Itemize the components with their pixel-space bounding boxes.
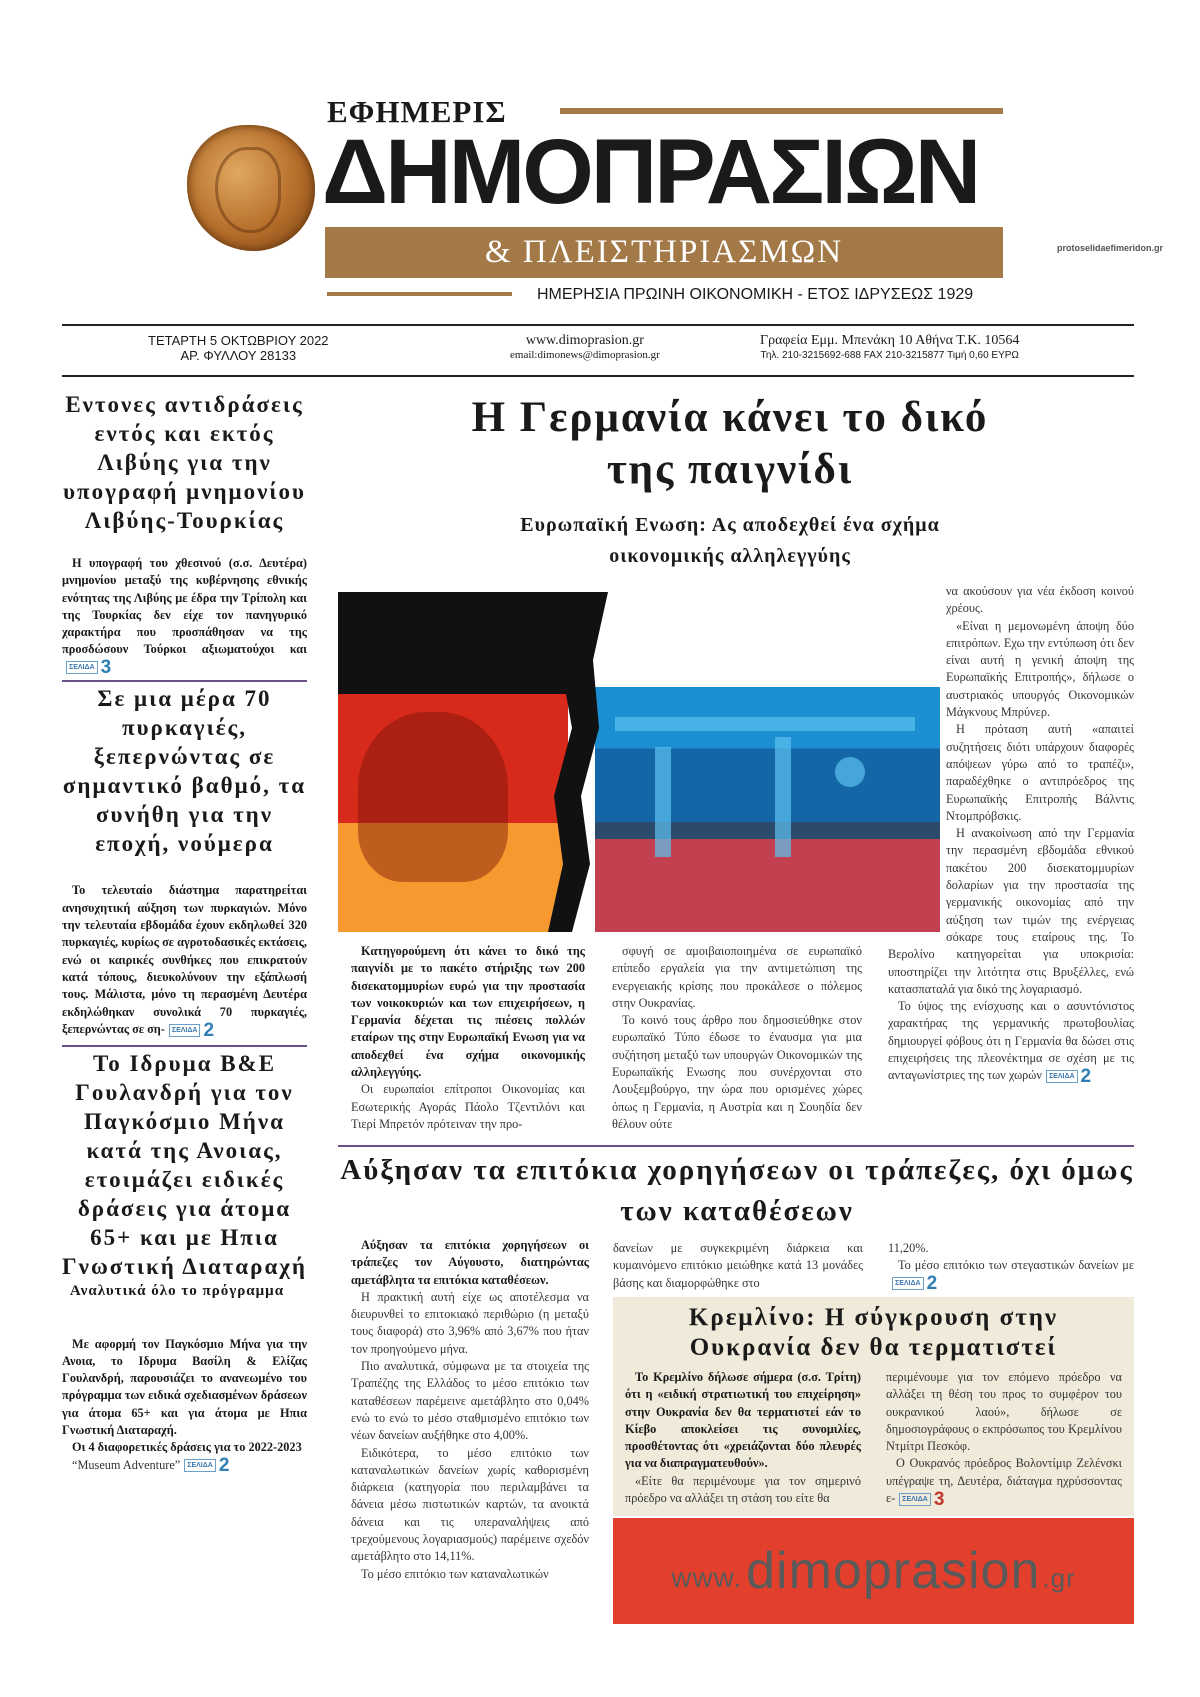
lead-col-1: Κατηγορούμενη ότι κάνει το δικό της παιγνίδι με το πακέτο στήριξης των 200 δισεκατομμυρίων ευρώ για την προστασία των νοικοκυριών και των επιχειρήσεων, η Γερμανία δέχεται τις πιέσεις πολλών εταίρων της στην Ευρωπαϊκή Ενωση για να αποδεχθεί ένα σχήμα οικονομικής αλληλεγγύης. Οι ευρωπαίοι επίτροποι Οικονομίας και Εσωτερικής Αγοράς Πάολο Τζεντιλόνι και Τιερί Μπρετόν πρότειναν την προ- bbox=[351, 944, 585, 1131]
lead-headline[interactable]: Η Γερμανία κάνει το δικό της παιγνίδι bbox=[471, 394, 989, 493]
article-body: Το τελευταίο διάστημα παρατηρείται ανησυχητική αύξηση των πυρκαγιών. Μόνο την τελευταία εβδομάδα έχουν εκδηλωθεί 320 πυρκαγιές, κυρίως σε αγροτοδασικές εκτάσεις, ενώ οι καιρικές συνθήκες που επικρατούν κατά τόπους, διευκολύνουν την εξάπλωσή τους. Μάλιστα, μόνο τη περασμένη Δευτέρα εκδηλώθηκαν συνολικά 70 πυρκαγιές, ξεπερνώντας σε ση- ΣΕΛΙΔΑ 2 bbox=[62, 883, 307, 1041]
page-ref[interactable]: ΣΕΛΙΔΑ 3 bbox=[66, 659, 111, 676]
headline[interactable]: Σε μια μέρα 70 πυρκαγιές, ξεπερνώντας σε σημαντικό βαθμό, τα συνήθη για την εποχή, νούμερα bbox=[62, 686, 307, 857]
banks-headline[interactable]: Αύξησαν τα επιτόκια χορηγήσεων οι τράπεζες, όχι όμως των καταθέσεων bbox=[340, 1154, 1134, 1227]
email-link[interactable]: email:dimonews@dimoprasion.gr bbox=[510, 349, 660, 361]
banner-suffix: .gr bbox=[1042, 1562, 1076, 1593]
page-ref[interactable]: ΣΕΛΙΔΑ 3 bbox=[899, 1491, 944, 1508]
banner-name: dimoprasion bbox=[746, 1541, 1041, 1600]
banks-col-1: Αύξησαν τα επιτόκια χορηγήσεων οι τράπεζες τον Αύγουστο, διατηρώντας αμετάβλητα τα επιτόκια καταθέσεων. Η πρακτική αυτή είχε ως αποτέλεσμα να διευρυνθεί το επιτοκιακό περιθώριο (η μεταξύ τους διαφορά) στο 3,96% από 3,67% που ήταν τον προηγούμενο μήνα. Πιο αναλυτικά, σύμφωνα με τα στοιχεία της Τραπέζης της Ελλάδος το μέσο επιτόκιο των καταθέσεων παρέμεινε αμετάβλητο στο 0,04% ενώ το ενώ το μέσο σταθμισμένο επιτόκιο των νέων δανείων αυξήθηκε στο 4,00%. Ειδικότερα, το μέσο επιτόκιο των καταναλωτικών δανείων χωρίς καθορισμένη διάρκεια (κατηγορία που περιλαμβάνει τα δάνεια μέσω πιστωτικών καρτών, τα ανοικτά δάνεια και τις υπεραναλήψεις από τρεχούμενους λογαριασμούς) παρέμεινε σχεδόν αμετάβλητο στο 14,11%. Το μέσο επιτόκιο των καταναλωτικών bbox=[351, 1238, 589, 1581]
issue-info bbox=[148, 333, 329, 363]
divider bbox=[338, 1145, 1134, 1147]
masthead-title: ΔΗΜΟΠΡΑΣΙΩΝ bbox=[322, 121, 979, 223]
divider bbox=[62, 375, 1134, 377]
masthead-tagline: ΗΜΕΡΗΣΙΑ ΠΡΩΙΝΗ ΟΙΚΟΝΟΜΙΚΗ - ΕΤΟΣ ΙΔΡΥΣΕΩΣ 1929 bbox=[537, 286, 974, 303]
article-body: Με αφορμή τον Παγκόσμιο Μήνα για την Ανοια, το Ιδρυμα Βασίλη & Ελίζας Γουλανδρή, παρουσιάζει το ανανεωμένο του πρόγραμμα των ειδικά σχεδιασμένων δράσεων για άτομα 65+ και για άτομα με Ηπια Γνωστική Διαταραχή. Οι 4 διαφορετικές δράσεις για το 2022-2023 “Museum Adventure” ΣΕΛΙΔΑ 2 bbox=[62, 1336, 307, 1477]
watermark-text: protoselidaefimeridon.gr bbox=[1057, 243, 1164, 253]
subhead: Αναλυτικά όλο το πρόγραμμα bbox=[69, 1282, 285, 1299]
issue-number: ΑΡ. ΦΥΛΛΟΥ 28133 bbox=[180, 348, 297, 363]
banks-col-3: 11,20%. Το μέσο επιτόκιο των στεγαστικών δανείων με ΣΕΛΙΔΑ 2 bbox=[888, 1241, 1134, 1295]
hermes-coin-logo bbox=[187, 125, 315, 251]
contact-office bbox=[760, 333, 1019, 363]
tagline-rule bbox=[327, 292, 512, 296]
kremlin-and-banner bbox=[613, 1297, 1134, 1624]
website-link[interactable]: www.dimoprasion.gr bbox=[525, 333, 644, 348]
banks-col-2: δανείων με συγκεκριμένη διάρκεια και κυμαινόμενο επιτόκιο μειώθηκε κατά 13 μονάδες βάσης και διαμορφώθηκε στο bbox=[613, 1241, 863, 1290]
divider bbox=[62, 324, 1134, 326]
office-phones: Τηλ. 210-3215692-688 FAX 210-3215877 Τιμή 0,60 ΕΥΡΩ bbox=[760, 350, 1019, 361]
issue-date: ΤΕΤΑΡΤΗ 5 ΟΚΤΩΒΡΙΟΥ 2022 bbox=[148, 333, 329, 348]
german-flag-image bbox=[338, 592, 568, 932]
photo-wrap-spacer bbox=[888, 583, 946, 935]
page-ref[interactable]: ΣΕΛΙΔΑ 2 bbox=[169, 1022, 214, 1039]
kremlin-col-1: Το Κρεμλίνο δήλωσε σήμερα (σ.σ. Τρίτη) ότι η «ειδική στρατιωτική του επιχείρηση» στην Ουκρανία δεν θα τερματιστεί εάν το Κίεβο αποκλείσει τις συνομιλίες, προσθέτοντας ότι «χρειάζονται δύο πλευρές για να διαπραγματευθούν». «Είτε θα περιμένουμε για τον σημερινό πρόεδρο να αλλάξει τη στάση του είτε θα bbox=[625, 1370, 861, 1506]
headline[interactable]: Το Ιδρυμα Β&Ε Γουλανδρή για τον Παγκόσμιο Μήνα κατά της Ανοιας, ετοιμάζει ειδικές δράσεις για άτομα 65+ και με Ηπια Γνωστική Διαταραχή bbox=[62, 1050, 307, 1279]
divider bbox=[62, 1045, 307, 1047]
lead-col-2: σφυγή σε αμοιβαιοποιημένα σε ευρωπαϊκό επίπεδο εργαλεία για την αντιμετώπιση της ενεργειακής κρίσης που προκάλεσε ο πόλεμος στην Ουκρανίας. Το κοινό τους άρθρο που δημοσιεύθηκε στον ευρωπαϊκό Τύπο έδωσε το έναυσμα για μια συζήτηση μεταξύ των υπουργών Οικονομικών της Ευρωπαϊκής Ενωσης που συνέρχονται στο Λουξεμβούργο, την ώρα που ορισμένες χώρες όπως η Γερμανία, η Αυστρία και η Σουηδία δεν θέλουν ούτε bbox=[612, 944, 862, 1131]
dimoprasion-banner-ad[interactable] bbox=[613, 1518, 1134, 1624]
masthead-kicker: ΕΦΗΜΕΡΙΣ bbox=[327, 94, 507, 129]
masthead-rule bbox=[560, 108, 1003, 114]
page-ref[interactable]: ΣΕΛΙΔΑ 2 bbox=[892, 1275, 937, 1292]
banner-prefix: www. bbox=[671, 1561, 743, 1593]
masthead-subtitle-bar: & ΠΛΕΙΣΤΗΡΙΑΣΜΩΝ bbox=[325, 227, 1003, 278]
contact-web bbox=[510, 333, 660, 363]
divider bbox=[62, 680, 307, 682]
article-body: Η υπογραφή του χθεσινού (σ.σ. Δευτέρα) μνημονίου μεταξύ της κυβέρνησης εθνικής ενότητας της Λιβύης με έδρα την Τρίπολη και της Τουρκίας δεν είχε τον πανηγυρικό χαρακτήρα που προσπάθησαν να της προσδώσουν Τούρκοι αξιωματούχοι και ΣΕΛΙΔΑ 3 bbox=[62, 556, 307, 679]
germany-gas-photo bbox=[338, 592, 940, 932]
left-column bbox=[62, 390, 307, 1477]
article-kremlin[interactable] bbox=[613, 1297, 1134, 1516]
lead-subhead: Ευρωπαϊκή Ενωση: Ας αποδεχθεί ένα σχήμα οικονομικής αλληλεγγύης bbox=[520, 514, 940, 567]
article-goulandris[interactable] bbox=[62, 1049, 307, 1475]
page-ref[interactable]: ΣΕΛΙΔΑ 2 bbox=[1046, 1068, 1091, 1085]
headline[interactable]: Εντονες αντιδράσεις εντός και εκτός Λιβύης για την υπογραφή μνημονίου Λιβύης-Τουρκίας bbox=[63, 392, 306, 533]
kremlin-col-2: περιμένουμε για τον επόμενο πρόεδρο να αλλάξει τη θέση του προς το συμφέρον του ουκρανικού λαού», δήλωσε σε δημοσιογράφους ο εκπρόσωπος του Κρεμλίνου Ντμίτρι Πεσκόφ. Ο Ουκρανός πρόεδρος Βολοντίμιρ Ζελένσκι υπέγραψε τη, Δευτέρα, διάταγμα ηχρύσσοντας ε- ΣΕΛΙΔΑ 3 bbox=[886, 1370, 1122, 1510]
page-ref[interactable]: ΣΕΛΙΔΑ 2 bbox=[184, 1457, 229, 1474]
headline[interactable]: Κρεμλίνο: Η σύγκρουση στην Ουκρανία δεν θα τερματιστεί bbox=[688, 1304, 1059, 1361]
article-fires[interactable] bbox=[62, 684, 307, 1041]
lead-col-3: να ακούσουν για νέα έκδοση κοινού χρέους. «Είναι η μεμονωμένη άποψη δύο επιτρόπων. Εχω την εντύπωση ότι δεν είναι αυτή η γενική άποψη της Ευρωπαϊκής Επιτροπής», δήλωσε ο αυστριακός υπουργός Οικονομικών Μάγκνους Μπρύνερ. Η πρόταση αυτή «απαιτεί συζητήσεις διότι υπάρχουν διαφορές απόψεων γύρω από το τραπέζι», παραδέχθηκε ο αντιπρόεδρος της Ευρωπαϊκής Επιτροπής Βάλντις Ντομπρόβσκις. Η ανακοίνωση από την Γερμανία την περασμένη εβδομάδα εθνικού πακέτου 200 δισεκατομμυρίων δολαρίων για την προστασία της γερμανικής οικονομίας από την αύξηση των τιμών της ενέργειας σόκαρε τους εταίρους της. Το Βερολίνο κατηγορείται για υποκρισία: υποστηρίζει την λιτότητα στις Βρυξέλλες, ενώ κατασπαταλά για δικό της λογαριασμό. Το ύψος της ενίσχυσης και ο ασυντόνιστος χαρακτήρας της γερμανικής πρωτοβουλίας δημιουργεί φόβους ότι η Γερμανία θα δώσει στις επιχειρήσεις της πλεονέκτημα σε σχέση με τις ανταγωνίστριες της των χωρών ΣΕΛΙΔΑ 2 bbox=[888, 584, 1134, 1087]
article-libya[interactable] bbox=[62, 390, 307, 679]
office-address: Γραφεία Εμμ. Μπενάκη 10 Αθήνα Τ.Κ. 10564 bbox=[760, 333, 1020, 348]
